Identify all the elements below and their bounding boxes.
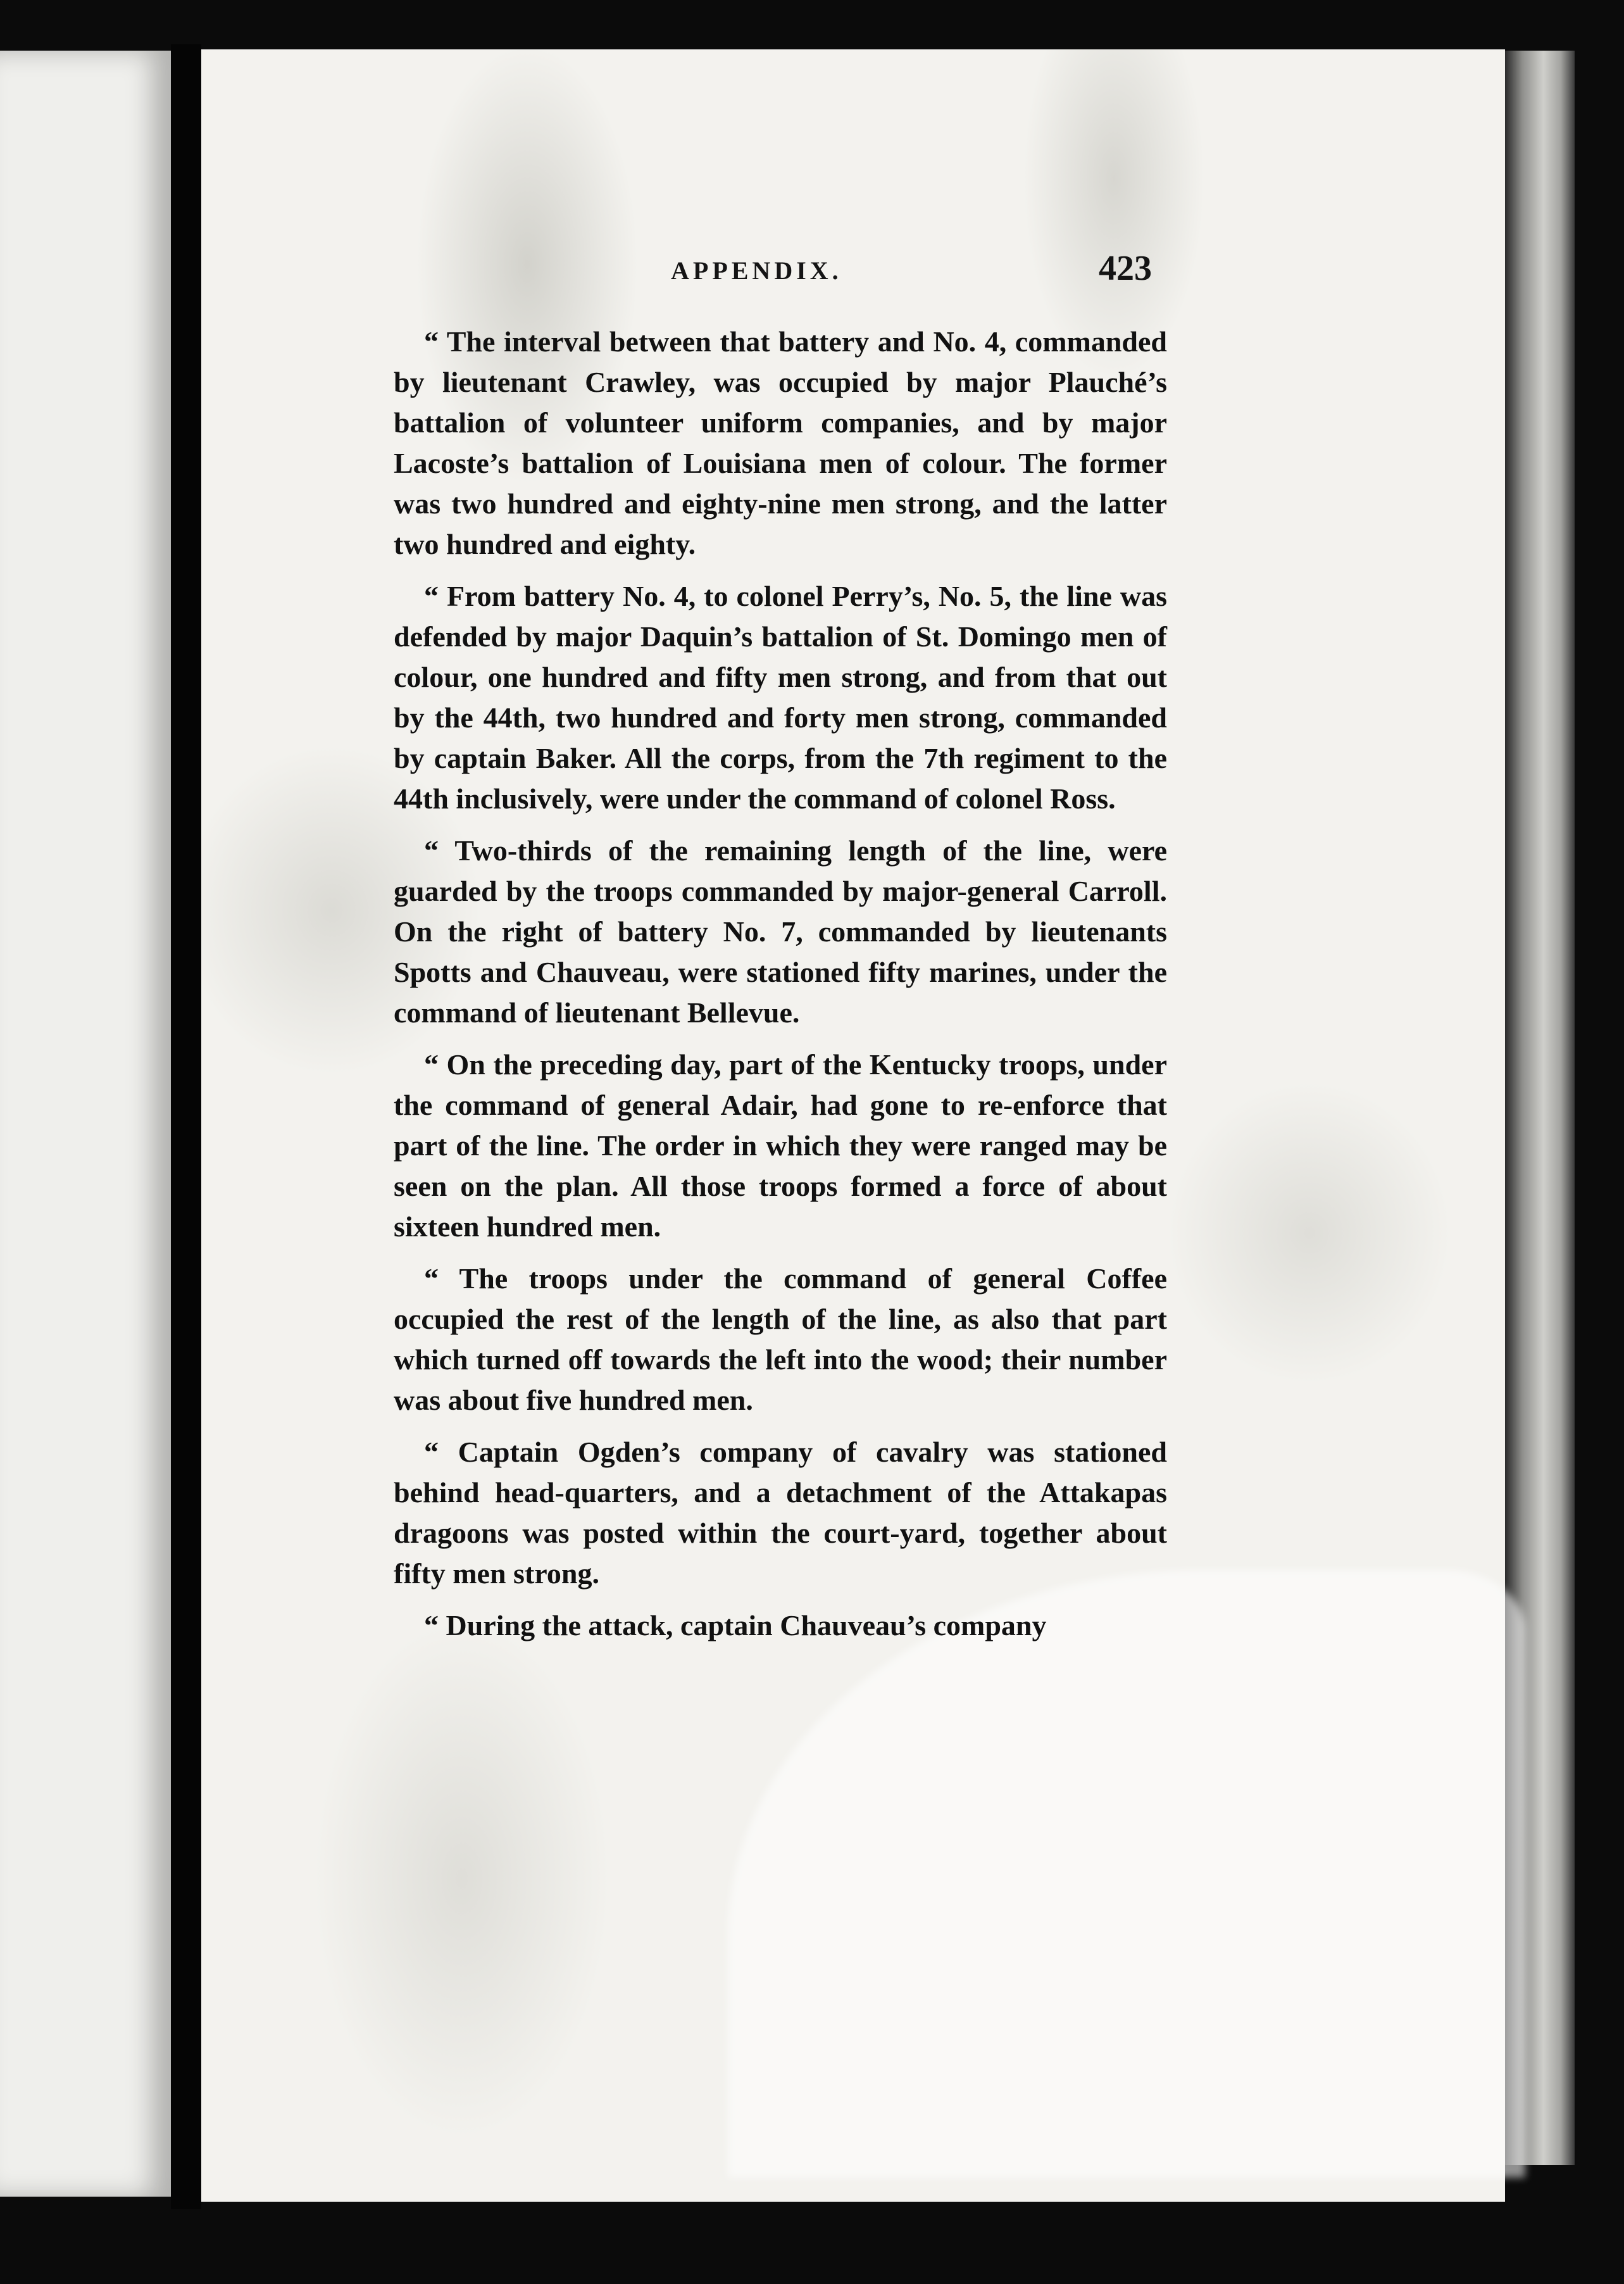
paragraph: “ The troops under the command of general Coffee occupied the rest of the length of the line, as also that part which turned off towards the left into the wood; their number was about five hundred men. — [394, 1262, 1167, 1416]
running-header-title: APPENDIX. — [671, 256, 842, 285]
body-text — [394, 322, 1167, 1657]
paragraph: “ Two-thirds of the remaining length of the line, were guarded by the troops commanded by major-general Carroll. On the right of battery No. 7, commanded by lieutenants Spotts and Chauveau, were stationed fifty marines, under the command of lieutenant Bellevue. — [394, 834, 1167, 1029]
binding-gutter — [171, 44, 201, 2209]
paragraph: “ The interval between that battery and No. 4, commanded by lieutenant Crawley, was occupied by major Plauché’s battalion of volunteer uniform companies, and by major Lacoste’s battalion of Louisiana men of colour. The former was two hundred and eighty-nine men strong, and the latter two hundred and eighty. — [394, 325, 1167, 560]
paragraph: “ During the attack, captain Chauveau’s company — [424, 1609, 1047, 1641]
facing-page-fragment — [0, 51, 171, 2197]
paragraph: “ From battery No. 4, to colonel Perry’s, No. 5, the line was defended by major Daquin’s battalion of St. Domingo men of colour, one hundred and fifty men strong, and from that out by the 44th, two hundred and forty men strong, commanded by captain Baker. All the corps, from the 7th regiment to the 44th inclusively, were under the command of colonel Ross. — [394, 580, 1167, 815]
paragraph: “ On the preceding day, part of the Kentucky troops, under the command of general Adair, had gone to re-enforce that part of the line. The order in which they were ranged may be seen on the plan. All those troops formed a force of about sixteen hundred men. — [394, 1048, 1167, 1243]
page-number: 423 — [1099, 249, 1152, 288]
running-header — [405, 248, 1152, 292]
paragraph: “ Captain Ogden’s company of cavalry was stationed behind head-quarters, and a detachment of the Attakapas dragoons was posted within the court-yard, together about fifty men strong. — [394, 1436, 1167, 1590]
